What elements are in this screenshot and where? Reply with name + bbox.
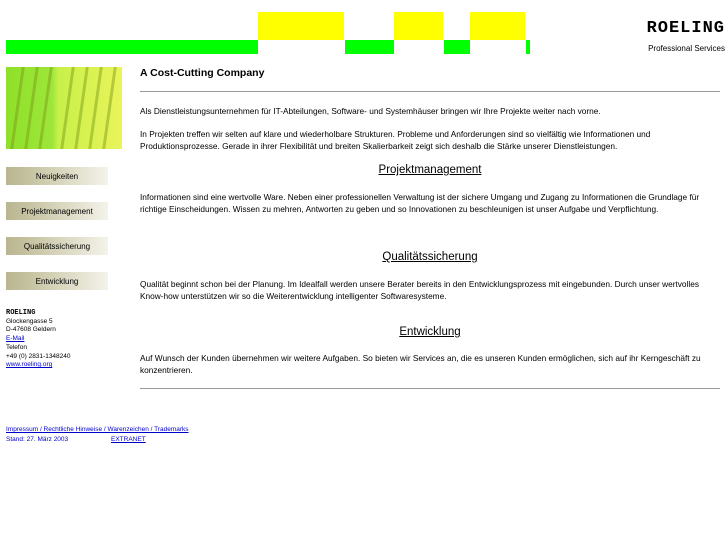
page-headline: A Cost-Cutting Company xyxy=(140,67,265,79)
header-green-block xyxy=(444,40,470,54)
brand-tagline: Professional Services xyxy=(648,44,725,53)
nav-qualitaetssicherung-button[interactable]: Qualitätssicherung xyxy=(6,237,108,255)
address-company-name: ROELING xyxy=(6,309,36,317)
address-block xyxy=(6,309,71,370)
header-yellow-block xyxy=(470,12,525,40)
website-link[interactable]: www.roeling.org xyxy=(6,361,53,369)
divider xyxy=(140,91,720,92)
intro-paragraph: Als Dienstleistungsunternehmen für IT-Abteilungen, Software- und Systemhäuser bringen wir Ihre Projekte weiter nach vorne. xyxy=(140,106,601,116)
email-link[interactable]: E-Mail xyxy=(6,335,25,343)
nav-projektmanagement-button[interactable]: Projektmanagement xyxy=(6,202,108,220)
nav-entwicklung-button[interactable]: Entwicklung xyxy=(6,272,108,290)
intro-paragraph-2: In Projekten treffen wir selten auf klare und wiederholbare Strukturen. Probleme und Anforderungen sind so vielfältig wie Informationen und Produktionsprozesse. Gerade in ihrer Flexibilität und breiten Skalierbarkeit zeigt sich deshalb die Stärke unserer Dienstleistungen. xyxy=(140,129,651,151)
phone-number: +49 (0) 2831-1348240 xyxy=(6,352,71,360)
header-green-bar xyxy=(6,40,258,54)
footer-date: Stand: 27. März 2003 xyxy=(6,436,69,443)
phone-label: Telefon xyxy=(6,343,27,351)
section-text-projektmanagement: Informationen sind eine wertvolle Ware. Neben einer professionellen Verwaltung ist der sichere Umgang und Zugang zu Informationen die Grundlage für richtige Einscheidungen. Wissen zu mehren, Antworten zu geben und so Innovationen zu beschleunigen ist unser Aufgabe und Verpflichtung. xyxy=(140,192,700,214)
section-text-entwicklung: Auf Wunsch der Kunden übernehmen wir weitere Aufgaben. So bieten wir Services an, die es unseren Kunden ermöglichen, sich auf ihr Kerngeschäft zu konzentrieren. xyxy=(140,353,701,375)
nav-neuigkeiten-button[interactable]: Neuigkeiten xyxy=(6,167,108,185)
header-yellow-block xyxy=(258,12,344,40)
header-green-block xyxy=(345,40,394,54)
section-title-projektmanagement: Projektmanagement xyxy=(378,164,482,176)
section-text-qualitaetssicherung: Qualität beginnt schon bei der Planung. Im Idealfall werden unsere Berater bereits in den Entwicklungsprozess mit eingebunden. Durch unser wertvolles Know-how unterstützen wir so die Weiterentwicklung intelligenter Softwaresysteme. xyxy=(140,279,699,301)
extranet-link[interactable]: EXTRANET xyxy=(111,436,146,443)
section-title-entwicklung: Entwicklung xyxy=(399,326,461,338)
address-city: D-47608 Geldern xyxy=(6,326,56,334)
section-title-qualitaetssicherung: Qualitätssicherung xyxy=(382,251,478,263)
hero-image xyxy=(6,67,122,149)
divider xyxy=(140,388,720,389)
header-green-block xyxy=(526,40,530,54)
header-yellow-block xyxy=(394,12,443,40)
brand-logo: ROELING xyxy=(646,19,725,38)
address-street: Glockengasse 5 xyxy=(6,317,53,325)
footer-legal-link[interactable]: Impressum / Rechtliche Hinweise / Warenzeichen / Trademarks xyxy=(6,426,189,433)
